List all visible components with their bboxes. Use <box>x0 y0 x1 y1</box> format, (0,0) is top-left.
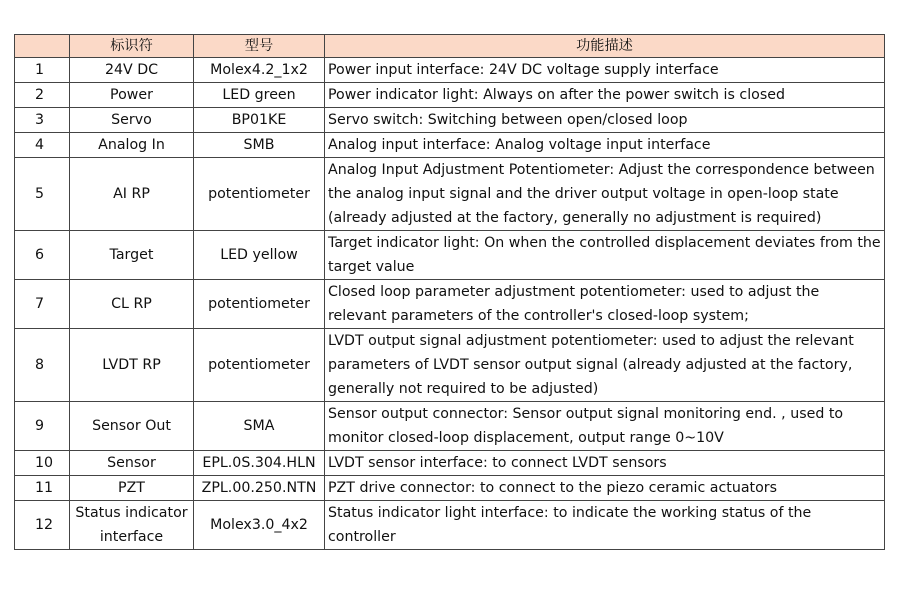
row-identifier: 24V DC <box>70 58 194 83</box>
row-description: Target indicator light: On when the controlled displacement deviates from the target value <box>325 231 885 280</box>
table-row <box>15 231 885 280</box>
row-model: ZPL.00.250.NTN <box>194 476 325 501</box>
row-identifier: PZT <box>70 476 194 501</box>
row-number: 11 <box>15 476 70 501</box>
table-row <box>15 280 885 329</box>
row-number: 10 <box>15 451 70 476</box>
row-model: BP01KE <box>194 108 325 133</box>
row-number: 1 <box>15 58 70 83</box>
table-row <box>15 476 885 501</box>
row-description: LVDT output signal adjustment potentiometer: used to adjust the relevant parameters of LVDT sensor output signal (already adjusted at the factory, generally not required to be adjusted) <box>325 329 885 402</box>
table-row <box>15 108 885 133</box>
table-header-row <box>15 35 885 58</box>
row-identifier: Sensor <box>70 451 194 476</box>
row-description: Power input interface: 24V DC voltage supply interface <box>325 58 885 83</box>
table-row <box>15 83 885 108</box>
row-number: 8 <box>15 329 70 402</box>
row-model: Molex4.2_1x2 <box>194 58 325 83</box>
table-row <box>15 402 885 451</box>
row-description: Analog Input Adjustment Potentiometer: Adjust the correspondence between the analog input signal and the driver output voltage in open-loop state (already adjusted at the factory, generally no adjustment is required) <box>325 158 885 231</box>
row-identifier: LVDT RP <box>70 329 194 402</box>
table-row <box>15 58 885 83</box>
table-row <box>15 451 885 476</box>
table-row <box>15 158 885 231</box>
row-identifier: Status indicator interface <box>70 501 194 550</box>
row-model: LED green <box>194 83 325 108</box>
row-description: Closed loop parameter adjustment potentiometer: used to adjust the relevant parameters of the controller's closed-loop system; <box>325 280 885 329</box>
row-description: Servo switch: Switching between open/closed loop <box>325 108 885 133</box>
header-model: 型号 <box>194 35 325 58</box>
row-number: 6 <box>15 231 70 280</box>
row-description: PZT drive connector: to connect to the piezo ceramic actuators <box>325 476 885 501</box>
table-row <box>15 133 885 158</box>
row-number: 7 <box>15 280 70 329</box>
row-model: SMA <box>194 402 325 451</box>
row-number: 12 <box>15 501 70 550</box>
row-description: LVDT sensor interface: to connect LVDT sensors <box>325 451 885 476</box>
row-identifier: Sensor Out <box>70 402 194 451</box>
row-identifier: Analog In <box>70 133 194 158</box>
row-model: SMB <box>194 133 325 158</box>
row-number: 9 <box>15 402 70 451</box>
row-identifier: Servo <box>70 108 194 133</box>
row-model: EPL.0S.304.HLN <box>194 451 325 476</box>
row-description: Sensor output connector: Sensor output signal monitoring end. , used to monitor closed-loop displacement, output range 0~10V <box>325 402 885 451</box>
row-model: LED yellow <box>194 231 325 280</box>
row-model: potentiometer <box>194 280 325 329</box>
row-description: Power indicator light: Always on after the power switch is closed <box>325 83 885 108</box>
row-model: potentiometer <box>194 158 325 231</box>
row-identifier: AI RP <box>70 158 194 231</box>
row-number: 5 <box>15 158 70 231</box>
row-number: 2 <box>15 83 70 108</box>
header-identifier: 标识符 <box>70 35 194 58</box>
table-row <box>15 501 885 550</box>
header-function-description: 功能描述 <box>325 35 885 58</box>
table-row <box>15 329 885 402</box>
row-description: Status indicator light interface: to indicate the working status of the controller <box>325 501 885 550</box>
row-model: potentiometer <box>194 329 325 402</box>
interface-table <box>14 34 885 550</box>
row-description: Analog input interface: Analog voltage input interface <box>325 133 885 158</box>
row-identifier: Power <box>70 83 194 108</box>
header-number <box>15 35 70 58</box>
row-identifier: CL RP <box>70 280 194 329</box>
interface-table-container <box>14 34 884 550</box>
row-identifier: Target <box>70 231 194 280</box>
row-number: 4 <box>15 133 70 158</box>
row-number: 3 <box>15 108 70 133</box>
row-model: Molex3.0_4x2 <box>194 501 325 550</box>
